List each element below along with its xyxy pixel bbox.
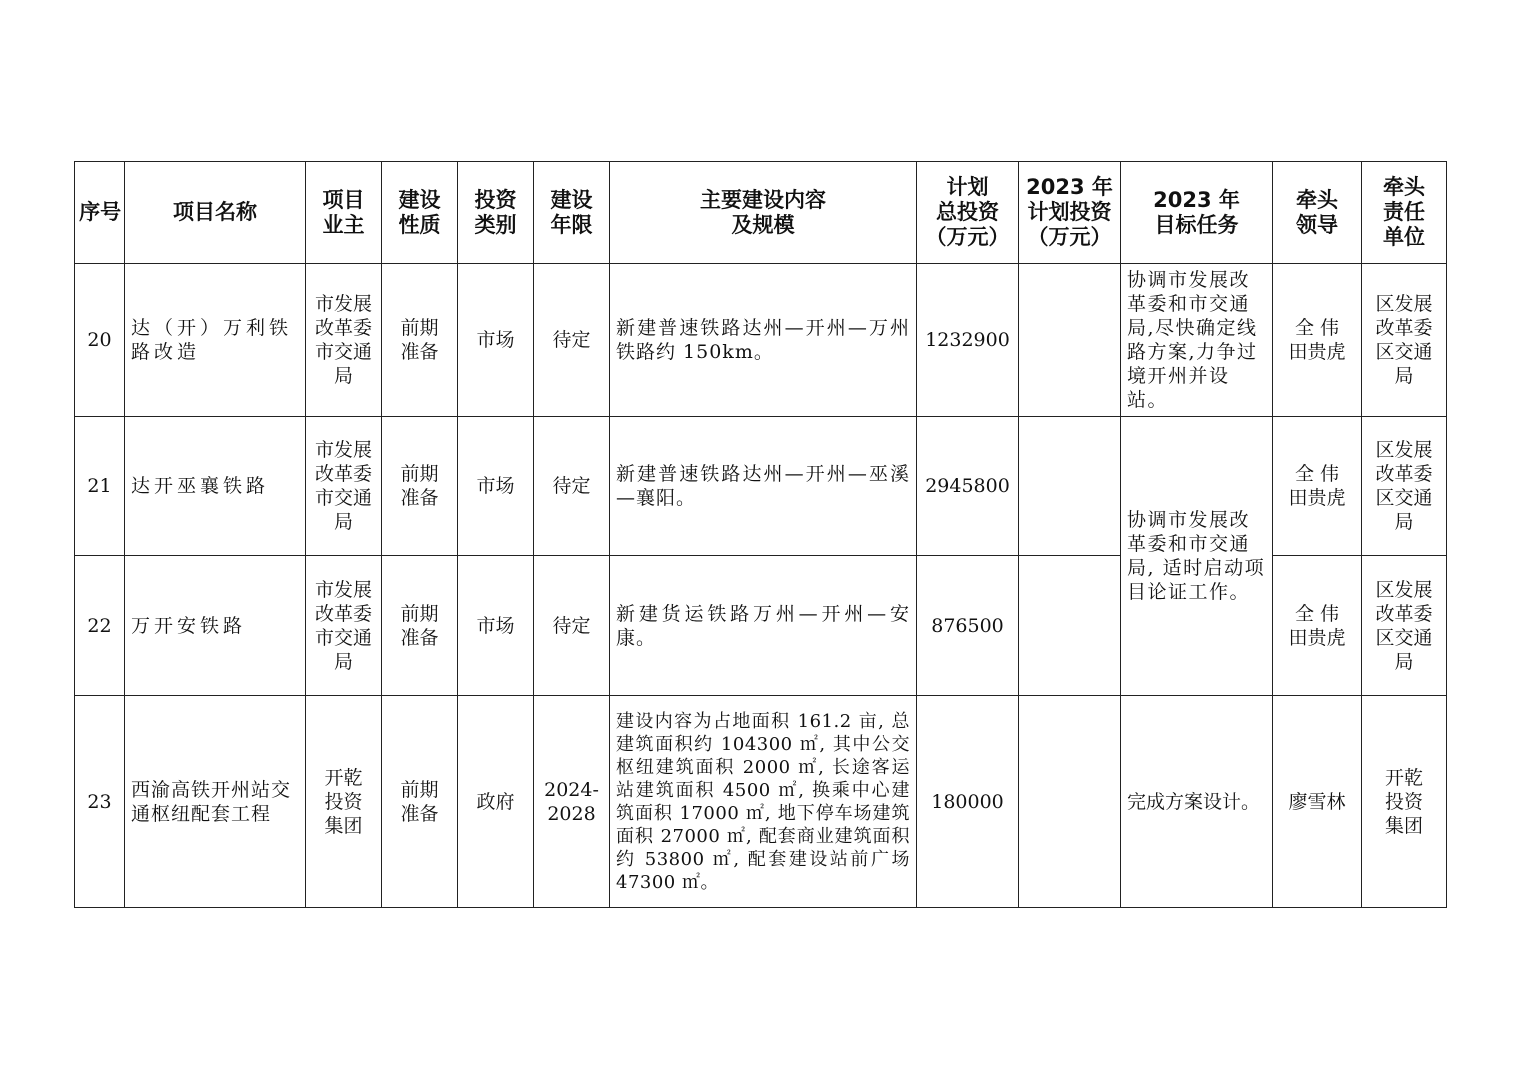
project-name: 西渝高铁开州站交通枢纽配套工程 [125,696,306,908]
investment-category: 政府 [458,696,534,908]
table-row [75,696,1447,908]
lead-leader: 全 伟 田贵虎 [1273,556,1362,696]
plan-investment-2023 [1019,556,1121,696]
lead-leader: 廖雪林 [1273,696,1362,908]
project-owner: 市发展改革委市交通局 [306,417,382,556]
project-name: 达开巫襄铁路 [125,417,306,556]
total-investment: 1232900 [917,264,1019,417]
construction-nature: 前期准备 [382,264,458,417]
investment-category: 市场 [458,264,534,417]
header-total: 计划 总投资 （万元） [917,162,1019,264]
responsible-unit: 区发展改革委区交通局 [1362,556,1447,696]
construction-period: 待定 [534,556,610,696]
project-owner: 市发展改革委市交通局 [306,556,382,696]
responsible-unit: 区发展改革委区交通局 [1362,417,1447,556]
table-row [75,417,1447,556]
lead-leader: 全 伟 田贵虎 [1273,264,1362,417]
header-name: 项目名称 [125,162,306,264]
plan-investment-2023 [1019,264,1121,417]
row-number: 23 [75,696,125,908]
total-investment: 180000 [917,696,1019,908]
row-number: 20 [75,264,125,417]
total-investment: 2945800 [917,417,1019,556]
construction-content: 新建普速铁路达州—开州—万州铁路约 150km。 [610,264,917,417]
total-investment: 876500 [917,556,1019,696]
construction-nature: 前期准备 [382,556,458,696]
header-leader: 牵头 领导 [1273,162,1362,264]
header-row [75,162,1447,264]
table-row [75,264,1447,417]
construction-nature: 前期准备 [382,417,458,556]
lead-leader: 全 伟 田贵虎 [1273,417,1362,556]
construction-content: 新建货运铁路万州—开州—安康。 [610,556,917,696]
row-number: 21 [75,417,125,556]
header-no: 序号 [75,162,125,264]
construction-nature: 前期准备 [382,696,458,908]
investment-category: 市场 [458,556,534,696]
project-name: 达（开）万利铁路改造 [125,264,306,417]
header-category: 投资类别 [458,162,534,264]
construction-period: 待定 [534,417,610,556]
header-nature: 建设性质 [382,162,458,264]
header-content: 主要建设内容 及规模 [610,162,917,264]
header-owner: 项目业主 [306,162,382,264]
construction-period: 待定 [534,264,610,417]
responsible-unit: 区发展改革委区交通局 [1362,264,1447,417]
project-name: 万开安铁路 [125,556,306,696]
header-unit: 牵头 责任 单位 [1362,162,1447,264]
investment-category: 市场 [458,417,534,556]
target-task-2023: 完成方案设计。 [1121,696,1273,908]
responsible-unit: 开乾投资集团 [1362,696,1447,908]
construction-period: 2024-2028 [534,696,610,908]
target-task-2023: 协调市发展改革委和市交通局,尽快确定线路方案,力争过境开州并设站。 [1121,264,1273,417]
header-task-2023: 2023 年 目标任务 [1121,162,1273,264]
row-number: 22 [75,556,125,696]
construction-content: 建设内容为占地面积 161.2 亩, 总建筑面积约 104300 ㎡, 其中公交枢纽建筑面积 2000 ㎡, 长途客运站建筑面积 4500 ㎡, 换乘中心建筑面积 17000 ㎡, 地下停车场建筑面积 27000 ㎡, 配套商业建筑面积约 53800 ㎡, 配套建设站前广场 47300 ㎡。 [610,696,917,908]
header-plan-2023: 2023 年 计划投资 （万元） [1019,162,1121,264]
plan-investment-2023 [1019,696,1121,908]
header-period: 建设年限 [534,162,610,264]
construction-content: 新建普速铁路达州—开州—巫溪—襄阳。 [610,417,917,556]
plan-investment-2023 [1019,417,1121,556]
project-owner: 市发展改革委市交通局 [306,264,382,417]
project-table [74,161,1447,908]
project-owner: 开乾投资集团 [306,696,382,908]
target-task-2023: 协调市发展改革委和市交通局, 适时启动项目论证工作。 [1121,417,1273,696]
